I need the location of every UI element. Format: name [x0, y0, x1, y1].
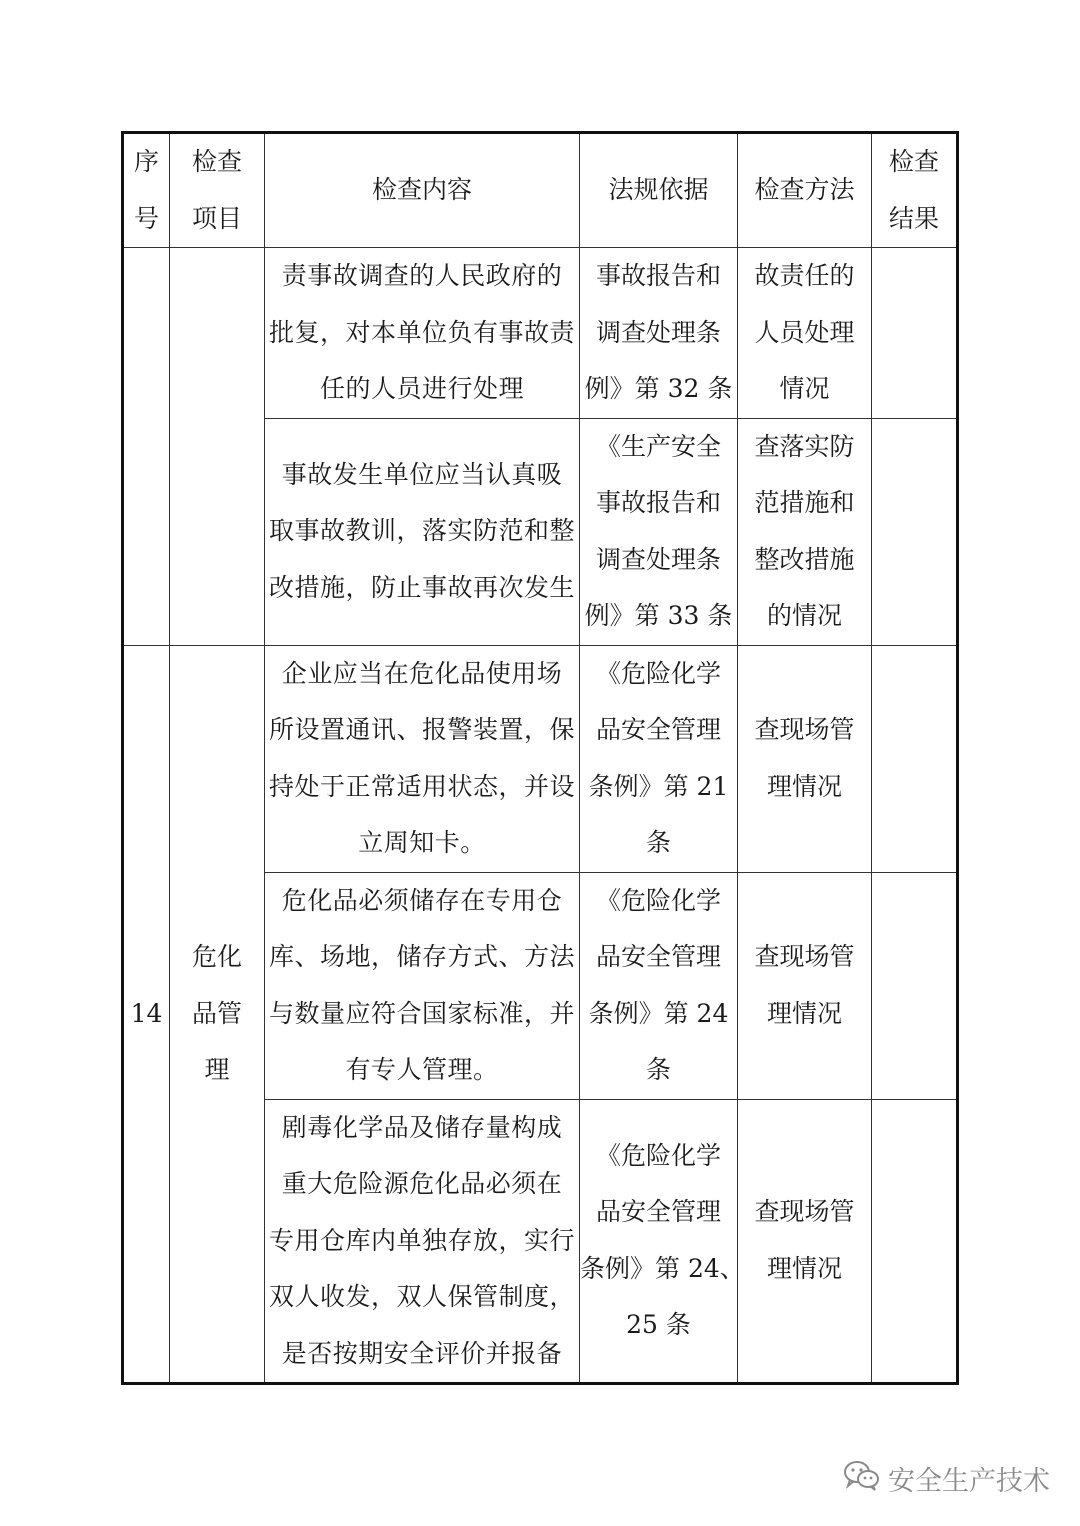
content-cell: 责事故调查的人民政府的 批复，对本单位负有事故责 任的人员进行处理	[265, 248, 580, 419]
header-law: 法规依据	[580, 133, 738, 248]
seq-cell	[123, 248, 170, 646]
item-cell-hazchem: 危化 品管 理	[170, 645, 265, 1384]
table-header-row	[123, 133, 958, 248]
law-cell: 《生产安全 事故报告和 调查处理条 例》第 33 条	[580, 418, 738, 645]
watermark	[842, 1458, 1050, 1499]
result-cell	[872, 1099, 958, 1384]
law-cell: 《危险化学 品安全管理 条例》第 24、 25 条	[580, 1099, 738, 1384]
header-content: 检查内容	[265, 133, 580, 248]
inspection-table	[121, 131, 959, 1385]
method-cell: 故责任的 人员处理 情况	[738, 248, 872, 419]
content-cell: 剧毒化学品及储存量构成 重大危险源危化品必须在 专用仓库内单独存放，实行 双人收发，双人保管制度， 是否按期安全评价并报备	[265, 1099, 580, 1384]
result-cell	[872, 872, 958, 1099]
content-cell: 企业应当在危化品使用场 所设置通讯、报警装置，保 持处于正常适用状态，并设 立周知卡。	[265, 645, 580, 872]
watermark-text: 安全生产技术	[888, 1466, 1050, 1497]
method-cell: 查现场管 理情况	[738, 872, 872, 1099]
header-item: 检查 项目	[170, 133, 265, 248]
result-cell	[872, 418, 958, 645]
wechat-icon	[842, 1458, 882, 1499]
method-cell: 查落实防 范措施和 整改措施 的情况	[738, 418, 872, 645]
result-cell	[872, 248, 958, 419]
result-cell	[872, 645, 958, 872]
content-cell: 危化品必须储存在专用仓 库、场地，储存方式、方法 与数量应符合国家标准，并 有专人管理。	[265, 872, 580, 1099]
method-cell: 查现场管 理情况	[738, 1099, 872, 1384]
method-cell: 查现场管 理情况	[738, 645, 872, 872]
seq-cell-14: 14	[123, 645, 170, 1384]
header-result: 检查 结果	[872, 133, 958, 248]
item-cell	[170, 248, 265, 646]
law-cell: 《危险化学 品安全管理 条例》第 24 条	[580, 872, 738, 1099]
table-row	[123, 645, 958, 872]
law-cell: 事故报告和 调查处理条 例》第 32 条	[580, 248, 738, 419]
table-row	[123, 248, 958, 419]
content-cell: 事故发生单位应当认真吸 取事故教训，落实防范和整 改措施，防止事故再次发生	[265, 418, 580, 645]
header-seq: 序 号	[123, 133, 170, 248]
law-cell: 《危险化学 品安全管理 条例》第 21 条	[580, 645, 738, 872]
header-method: 检查方法	[738, 133, 872, 248]
